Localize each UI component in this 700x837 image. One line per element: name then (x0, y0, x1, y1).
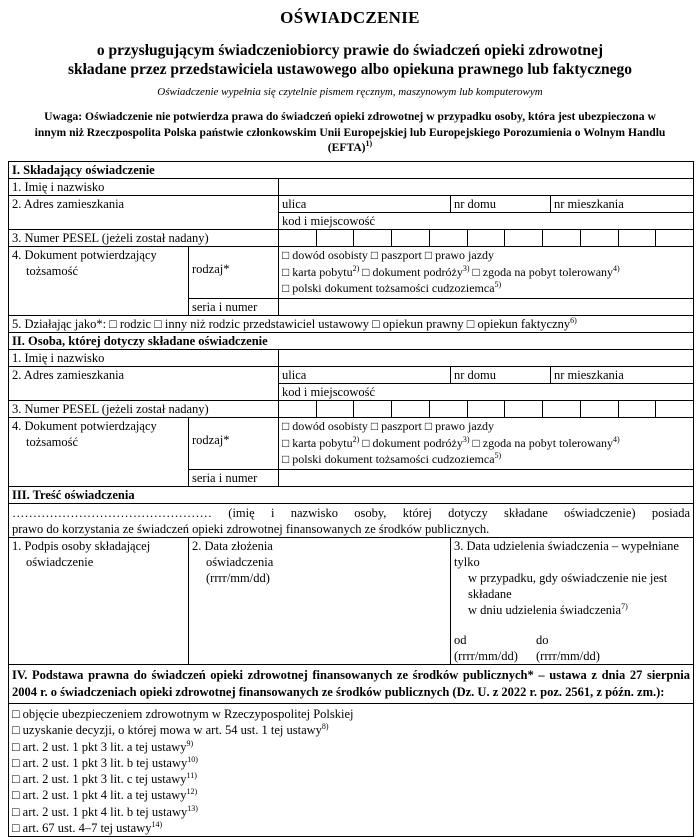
footnote-ref: 2) (352, 263, 360, 273)
footnote-ref: 3) (462, 263, 470, 273)
footnote-ref: 4) (613, 263, 620, 273)
footnote-ref: 14) (151, 819, 163, 829)
s4-option-text[interactable]: □ objęcie ubezpieczeniem zdrowotnym w Rzeczypospolitej Polskiej (12, 707, 354, 722)
s4-option-text[interactable]: □ art. 2 ust. 1 pkt 3 lit. a tej ustawy (12, 739, 187, 754)
s2-kind-label-text: rodzaj* (192, 433, 230, 448)
pesel-digit-box[interactable] (656, 230, 693, 246)
s3-service-label-3-text: w dniu udzielenia świadczenia (468, 603, 622, 618)
section-1-heading: I. Składający oświadczenie (9, 162, 694, 179)
s1-pesel-field[interactable] (279, 230, 694, 247)
option-travel-document[interactable]: □ dokument podróży (359, 264, 463, 279)
s3-service-date-cell[interactable] (451, 538, 694, 665)
s4-legal-basis-option[interactable] (12, 804, 690, 820)
s4-legal-basis-option[interactable] (12, 706, 690, 722)
s3-statement[interactable] (9, 504, 694, 538)
option-foreigner-id[interactable]: □ polski dokument tożsamości cudzoziemca (282, 281, 495, 296)
s3-signature-label-2: oświadczenie (26, 555, 94, 570)
s3-submission-date-cell[interactable] (189, 538, 451, 665)
warning-footnote-ref: 1) (365, 139, 373, 149)
section-4-heading: IV. Podstawa prawna do świadczeń opieki zdrowotnej finansowanych ze środków publicznych* – ustawa z dnia 27 sierpnia 2004 r. o świadczeniach opieki zdrowotnej finansowanych ze środków publicznych (Dz. U. z 2022 r. poz. 2561, z późn. zm.): (9, 665, 694, 704)
pesel-digit-box[interactable] (505, 230, 543, 246)
s4-option-text[interactable]: □ art. 2 ust. 1 pkt 3 lit. b tej ustawy (12, 755, 188, 770)
s3-statement-line-2: prawo do korzystania ze świadczeń opieki zdrowotnej finansowanych ze środków publicznych. (12, 522, 490, 537)
s4-option-text[interactable]: □ art. 2 ust. 1 pkt 3 lit. c tej ustawy (12, 772, 187, 787)
footnote-ref: 10) (187, 754, 198, 764)
footnote-ref: 2) (352, 434, 360, 444)
s4-option-text[interactable]: □ art. 2 ust. 1 pkt 4 lit. b tej ustawy (12, 804, 188, 819)
s4-items (12, 706, 690, 836)
footnote-ref: 13) (187, 803, 198, 813)
pesel-digit-box[interactable] (430, 401, 468, 417)
option-tolerated-stay[interactable]: □ zgoda na pobyt tolerowany (469, 435, 614, 450)
pesel-digit-box[interactable] (468, 230, 506, 246)
pesel-digit-box[interactable] (619, 401, 657, 417)
pesel-digit-box[interactable] (279, 401, 317, 417)
s1-doc-options-row-3[interactable] (282, 280, 690, 297)
footnote-ref: 6) (570, 316, 577, 326)
option-residence-card[interactable]: □ karta pobytu (282, 435, 353, 450)
pesel-digit-box[interactable] (354, 230, 392, 246)
section-2-heading: II. Osoba, której dotyczy składane oświadczenie (9, 333, 694, 350)
pesel-digit-box[interactable] (392, 230, 430, 246)
form-title: OŚWIADCZENIE (280, 8, 420, 27)
pesel-digit-box[interactable] (279, 230, 317, 246)
fill-instruction: Oświadczenie wypełnia się czytelnie pismem ręcznym, maszynowym lub komputerowym (157, 86, 543, 99)
s2-doc-options-row-2[interactable] (282, 435, 690, 452)
s4-legal-basis-option[interactable] (12, 739, 690, 755)
s1-doc-options-row-1[interactable]: □ dowód osobisty □ paszport □ prawo jazdy (282, 248, 495, 263)
s1-document-label-line-1: 4. Dokument potwierdzający (12, 248, 157, 263)
s3-from-format[interactable]: (rrrr/mm/dd) (454, 649, 518, 664)
s1-name-field[interactable] (279, 179, 694, 196)
s1-pesel-label: 3. Numer PESEL (jeżeli został nadany) (9, 230, 279, 247)
section-3-heading: III. Treść oświadczenia (9, 487, 694, 504)
s1-kind-label (189, 247, 279, 299)
pesel-digit-box[interactable] (543, 401, 581, 417)
s3-signature-label-1: 1. Podpis osoby składającej (12, 539, 151, 554)
s2-address-label: 2. Adres zamieszkania (9, 367, 279, 401)
s3-to-label: do (536, 633, 549, 648)
s2-doc-options-row-3[interactable] (282, 451, 690, 468)
s1-document-label-line-2: tożsamość (26, 264, 79, 279)
s3-service-label-3 (454, 602, 690, 618)
footnote-ref: 5) (494, 451, 502, 461)
s1-flat-no-field[interactable]: nr mieszkania (551, 196, 694, 213)
footnote-ref: 12) (186, 787, 198, 797)
footnote-ref: 7) (621, 602, 628, 612)
pesel-digit-box[interactable] (317, 401, 355, 417)
s1-acting-as-text[interactable]: 5. Działając jako*: □ rodzic □ inny niż rodzic przedstawiciel ustawowy □ opiekun prawny □ opiekun faktyczny (12, 317, 571, 332)
pesel-digit-box[interactable] (581, 230, 619, 246)
pesel-digit-box[interactable] (430, 230, 468, 246)
s2-kind-label (189, 418, 279, 470)
s2-series-label: seria i numer (189, 470, 279, 487)
s1-doc-options-row-2[interactable] (282, 264, 690, 281)
s3-from-to-formats (454, 648, 690, 664)
s3-date-label-2: oświadczenia (206, 555, 274, 570)
s1-series-field[interactable] (279, 299, 694, 316)
s2-document-label-line-2: tożsamość (26, 435, 79, 450)
subtitle-line-1: o przysługującym świadczeniobiorcy prawie do świadczeń opieki zdrowotnej (96, 42, 604, 60)
s1-document-label (9, 247, 189, 316)
footnote-ref: 5) (494, 280, 502, 290)
s2-document-options[interactable] (279, 418, 694, 470)
s2-city-field[interactable]: kod i miejscowość (279, 384, 694, 401)
pesel-digit-box[interactable] (505, 401, 543, 417)
footnote-ref: 11) (186, 770, 197, 780)
s2-series-field[interactable] (279, 470, 694, 487)
s2-doc-options-row-1[interactable]: □ dowód osobisty □ paszport □ prawo jazdy (282, 419, 495, 434)
pesel-digit-box[interactable] (317, 230, 355, 246)
s4-legal-basis-option[interactable] (12, 787, 690, 803)
s1-pesel-boxes (279, 230, 693, 246)
s1-series-label: seria i numer (189, 299, 279, 316)
s1-city-field[interactable]: kod i miejscowość (279, 213, 694, 230)
pesel-digit-box[interactable] (656, 401, 693, 417)
s1-house-no-field[interactable]: nr domu (451, 196, 551, 213)
subtitle-line-2: składane przez przedstawiciela ustawowego albo opiekuna prawnego lub faktycznego (67, 61, 633, 79)
s2-document-label-line-1: 4. Dokument potwierdzający (12, 419, 157, 434)
form-subtitle (8, 42, 692, 80)
pesel-digit-box[interactable] (392, 401, 430, 417)
s1-acting-as[interactable] (9, 316, 694, 333)
s2-document-label (9, 418, 189, 487)
s2-pesel-field[interactable] (279, 401, 694, 418)
s2-name-field[interactable] (279, 350, 694, 367)
s3-from-label: od (454, 633, 467, 648)
pesel-digit-box[interactable] (468, 401, 506, 417)
s2-house-no-field[interactable]: nr domu (451, 367, 551, 384)
warning-note (32, 109, 668, 155)
pesel-digit-box[interactable] (354, 401, 392, 417)
footnote-ref: 3) (462, 434, 470, 444)
option-travel-document[interactable]: □ dokument podróży (359, 435, 463, 450)
s3-date-label-1: 2. Data złożenia (192, 539, 273, 554)
s2-pesel-boxes (279, 401, 693, 417)
s4-legal-basis-option[interactable] (12, 771, 690, 787)
s3-date-format: (rrrr/mm/dd) (206, 571, 270, 586)
s3-statement-line-1[interactable]: ………………………………………… (imię i nazwisko osoby, której dotyczy składane oświadczenie) posiada (12, 506, 691, 521)
s1-name-label: 1. Imię i nazwisko (9, 179, 279, 196)
declaration-table (8, 161, 694, 837)
s3-signature-cell[interactable] (9, 538, 189, 665)
pesel-digit-box[interactable] (619, 230, 657, 246)
footnote-ref: 8) (321, 722, 329, 732)
s2-street-field[interactable]: ulica (279, 367, 451, 384)
s3-service-label-2: w przypadku, gdy oświadczenie nie jest składane (468, 571, 668, 602)
s4-option-text[interactable]: □ art. 67 ust. 4–7 tej ustawy (12, 820, 152, 835)
s3-from-to-labels (454, 632, 690, 648)
s4-legal-basis-option[interactable] (12, 755, 690, 771)
s2-name-label: 1. Imię i nazwisko (9, 350, 279, 367)
s3-service-label-1: 3. Data udzielenia świadczenia – wypełniane tylko (454, 539, 679, 570)
pesel-digit-box[interactable] (543, 230, 581, 246)
s4-options-list (9, 704, 694, 837)
warning-text: Uwaga: Oświadczenie nie potwierdza prawa do świadczeń opieki zdrowotnej w przypadku osoby, która jest ubezpieczona w innym niż Rzeczpospolita Polska państwie członkowskim Unii Europejskiej lub Europejskiego Porozumienia o Wolnym Handlu (EFTA) (34, 110, 666, 154)
s1-street-field[interactable]: ulica (279, 196, 451, 213)
s1-address-label: 2. Adres zamieszkania (9, 196, 279, 230)
s4-legal-basis-option[interactable] (12, 820, 690, 836)
option-tolerated-stay[interactable]: □ zgoda na pobyt tolerowany (469, 264, 614, 279)
footnote-ref: 4) (613, 434, 620, 444)
s4-option-text[interactable]: □ art. 2 ust. 1 pkt 4 lit. a tej ustawy (12, 788, 187, 803)
s1-document-options[interactable] (279, 247, 694, 299)
s4-legal-basis-option[interactable] (12, 722, 690, 738)
s1-kind-label-text: rodzaj* (192, 262, 230, 277)
s2-flat-no-field[interactable]: nr mieszkania (551, 367, 694, 384)
pesel-digit-box[interactable] (581, 401, 619, 417)
s2-pesel-label: 3. Numer PESEL (jeżeli został nadany) (9, 401, 279, 418)
option-foreigner-id[interactable]: □ polski dokument tożsamości cudzoziemca (282, 452, 495, 467)
s3-to-format[interactable]: (rrrr/mm/dd) (536, 649, 600, 664)
s4-option-text[interactable]: □ uzyskanie decyzji, o której mowa w art. 54 ust. 1 tej ustawy (12, 723, 322, 738)
option-residence-card[interactable]: □ karta pobytu (282, 264, 353, 279)
footnote-ref: 9) (186, 738, 194, 748)
